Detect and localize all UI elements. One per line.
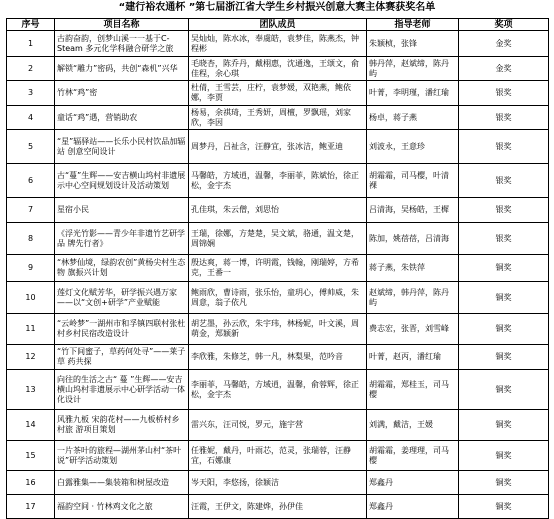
project-name: 解锁“雕力”密码，共创“森机”兴华: [55, 57, 189, 81]
row-number: 10: [7, 282, 55, 314]
table-row: [7, 130, 549, 164]
team-members: 毛晓杏，陈乔丹，戴栩惠，沈通逸，王颂文，俞佳程，余心琪: [189, 57, 367, 81]
award-level: 银奖: [459, 223, 549, 255]
team-members: 岑天阳，李悠扬，徐颖洁: [189, 471, 367, 495]
table-row: [7, 345, 549, 370]
award-level: 铜奖: [459, 255, 549, 282]
header-team: 团队成员: [189, 19, 367, 31]
advisors: 陈加，姚蓓蓓，吕清海: [367, 223, 459, 255]
row-number: 14: [7, 410, 55, 441]
award-level: 金奖: [459, 57, 549, 81]
project-name: 竹林“鸡”密: [55, 81, 189, 106]
team-members: 李欣雅，朱修芝，韩一凡，林梨果，范吟音: [189, 345, 367, 370]
project-name: 莲灯文化赋芳华，研学振兴遇万家——以“文创+研学”产业赋能: [55, 282, 189, 314]
project-name: 星宿小民: [55, 198, 189, 223]
award-level: 铜奖: [459, 345, 549, 370]
award-level: 铜奖: [459, 471, 549, 495]
advisors: 韩丹萍，赵斌缔，陈丹屿: [367, 57, 459, 81]
header-no: 序号: [7, 19, 55, 31]
row-number: 4: [7, 106, 55, 130]
row-number: 16: [7, 471, 55, 495]
team-members: 王瑞，徐娜，方楚楚，吴文斌，骆通，温文楚，周锦娴: [189, 223, 367, 255]
table-row: [7, 164, 549, 198]
row-number: 7: [7, 198, 55, 223]
row-number: 17: [7, 495, 55, 519]
team-members: 吴灿灿，陈水冰，奉虞皓，袁梦佳，陈燕杰，钟程彬: [189, 31, 367, 57]
team-members: 杜倩，王雪芸，庄柠，袁梦媛，双艳燕，鲍依娜，李贾: [189, 81, 367, 106]
project-name: 福韵空间 · 竹林鸡文化之旅: [55, 495, 189, 519]
table-row: [7, 223, 549, 255]
advisors: 胡霜霜，司马樱，叶清裸: [367, 164, 459, 198]
table-row: [7, 441, 549, 471]
project-name: 向往的生活之古“ 蔓 ”生辉——安吉横山坞村非遗展示中心研学活动一体化设计: [55, 370, 189, 410]
advisors: 吕清海，吴杨皓，王樨: [367, 198, 459, 223]
row-number: 9: [7, 255, 55, 282]
award-level: 金奖: [459, 31, 549, 57]
table-row: [7, 471, 549, 495]
row-number: 3: [7, 81, 55, 106]
award-level: 银奖: [459, 106, 549, 130]
advisors: 蒋子燕，朱铁萍: [367, 255, 459, 282]
table-row: [7, 198, 549, 223]
table-row: [7, 255, 549, 282]
project-name: 童话“鸡”遇，营销助农: [55, 106, 189, 130]
header-award: 奖项: [459, 19, 549, 31]
row-number: 13: [7, 370, 55, 410]
award-level: 银奖: [459, 198, 549, 223]
project-name: “云岭梦”一湖州市和孚镇四联村张杜村乡村民宿改造设计: [55, 314, 189, 345]
row-number: 2: [7, 57, 55, 81]
project-name: “林梦仙境，绿韵农创”黄杨尖村生态物 旗振兴计划: [55, 255, 189, 282]
table-row: [7, 314, 549, 345]
table-row: [7, 81, 549, 106]
project-name: 白露雅集——集装箱和树屋改造: [55, 471, 189, 495]
award-level: 铜奖: [459, 370, 549, 410]
row-number: 6: [7, 164, 55, 198]
row-number: 5: [7, 130, 55, 164]
project-name: 一片茶叶的旅程—湖州茅山村“茶叶说”研学活动策划: [55, 441, 189, 471]
project-name: “竹下间蜜子，草药何处寻”——莱子草 药共探: [55, 345, 189, 370]
advisors: 赵斌缔，韩丹萍，陈丹屿: [367, 282, 459, 314]
table-header-row: [7, 19, 549, 31]
table-row: [7, 495, 549, 519]
advisors: 郑鑫丹: [367, 471, 459, 495]
row-number: 12: [7, 345, 55, 370]
project-name: 古“蔓”生辉——安吉横山坞村非遗展示中心空间规划设计及活动策划: [55, 164, 189, 198]
table-row: [7, 106, 549, 130]
award-level: 铜奖: [459, 410, 549, 441]
project-name: 古韵奋韵，创梦山溪一一基于C-Steam 多元化学科融合研学之旅: [55, 31, 189, 57]
team-members: 任雅妮，戴丹，叶雨芯，范灵，张瑞蓉，汪静宜，石娜康: [189, 441, 367, 471]
advisors: 叶菁，李明瑾，潘红瑜: [367, 81, 459, 106]
award-level: 铜奖: [459, 495, 549, 519]
table-row: [7, 57, 549, 81]
row-number: 15: [7, 441, 55, 471]
header-project: 项目名称: [55, 19, 189, 31]
award-level: 银奖: [459, 81, 549, 106]
team-members: 雷兴东，汪司悦，罗元，施宇营: [189, 410, 367, 441]
row-number: 1: [7, 31, 55, 57]
team-members: 殷达爽，蒋一博，许明霞，钱翰，刚瑞婷，方希克，王番一: [189, 255, 367, 282]
row-number: 11: [7, 314, 55, 345]
team-members: 马馨皓，方域逍，温馨，李丽菲，陈斌怡，徐正松，金宇杰: [189, 164, 367, 198]
project-name: 风雅九板 宋韵花村——九板桥村乡村旅 游项目策划: [55, 410, 189, 441]
team-members: 李丽菲，马馨皓，方域逍，温馨，俞蓉辉，徐正松，金宇杰: [189, 370, 367, 410]
advisors: 郑鑫丹: [367, 495, 459, 519]
advisors: 朱颖桢，张锋: [367, 31, 459, 57]
table-row: [7, 282, 549, 314]
award-level: 铜奖: [459, 314, 549, 345]
award-level: 铜奖: [459, 282, 549, 314]
table-row: [7, 31, 549, 57]
team-members: 周梦丹，吕祉含，汪静宜，张冰洁，鲍亚迪: [189, 130, 367, 164]
award-level: 银奖: [459, 130, 549, 164]
award-table: [6, 18, 549, 519]
table-row: [7, 370, 549, 410]
advisors: 杨卓，蒋子燕: [367, 106, 459, 130]
team-members: 汪霞，王伊文，陈建烨，孙伊佳: [189, 495, 367, 519]
project-name: “星”辐驿站——长乐小民村饮品加辐站 创意空间设计: [55, 130, 189, 164]
award-level: 银奖: [459, 164, 549, 198]
advisors: 叶菁，赵丙，潘红瑜: [367, 345, 459, 370]
header-teacher: 指导老师: [367, 19, 459, 31]
award-level: 铜奖: [459, 441, 549, 471]
team-members: 胡艺墨，孙云欣，朱宇玮，林杨妮，叶文溪，周萌金，郑颖新: [189, 314, 367, 345]
advisors: 刘满，戴洁，王媛: [367, 410, 459, 441]
advisors: 胡霜霜，姜理理，司马樱: [367, 441, 459, 471]
team-members: 鲍雨欣，曹诗雨，张乐怡，童玥心，傅帅威，朱周意，翁子依凡: [189, 282, 367, 314]
project-name: 《浮光竹影——青少年非遗竹艺研学品 牌先行者》: [55, 223, 189, 255]
advisors: 费志宏，张晋，刘雪峰: [367, 314, 459, 345]
document-title: “建行裕农通杯 ”第七届浙江省大学生乡村振兴创意大赛主体赛获奖名单: [118, 2, 436, 13]
team-members: 杨易，余祺琦，王秀妍，周檀，罗飘瑶，刘家欣，李因: [189, 106, 367, 130]
advisors: 胡霜霜，郑桂玉，司马樱: [367, 370, 459, 410]
row-number: 8: [7, 223, 55, 255]
table-row: [7, 410, 549, 441]
team-members: 孔佳琪，朱云僧，刘思怡: [189, 198, 367, 223]
advisors: 刘波永，王意珍: [367, 130, 459, 164]
